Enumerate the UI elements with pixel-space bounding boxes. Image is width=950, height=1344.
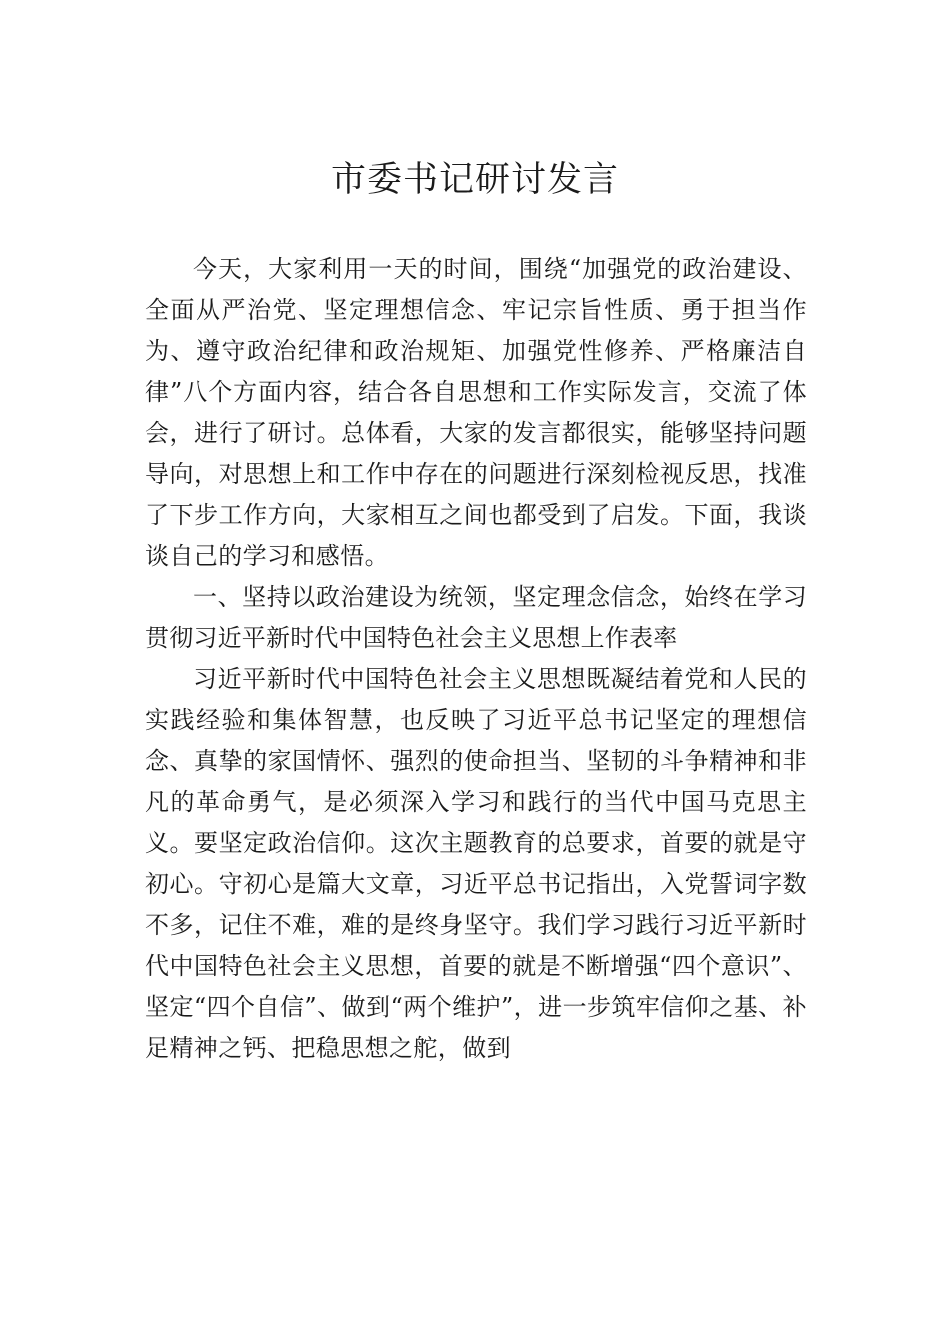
document-title: 市委书记研讨发言 — [330, 160, 619, 200]
intro-paragraph: 今天，大家利用一天的时间，围绕“加强党的政治建设、全面从严治党、坚定理想信念、牢记宗旨性质、勇于担当作为、遵守政治纪律和政治规矩、加强党性修养、严格廉洁自律”八个方面内容，结合各自思想和工作实际发言，交流了体会，进行了研讨。总体看，大家的发言都很实，能够坚持问题导向，对思想上和工作中存在的问题进行深刻检视反思，找准了下步工作方向，大家相互之间也都受到了启发。下面，我谈谈自己的学习和感悟。 — [145, 255, 807, 570]
section-heading-1: 一、坚持以政治建设为统领，坚定理念信念，始终在学习贯彻习近平新时代中国特色社会主义思想上作表率 — [145, 583, 807, 652]
section-1-paragraph: 习近平新时代中国特色社会主义思想既凝结着党和人民的实践经验和集体智慧，也反映了习近平总书记坚定的理想信念、真挚的家国情怀、强烈的使命担当、坚韧的斗争精神和非凡的革命勇气，是必须深入学习和践行的当代中国马克思主义。要坚定政治信仰。这次主题教育的总要求，首要的就是守初心。守初心是篇大文章，习近平总书记指出，入党誓词字数不多，记住不难，难的是终身坚守。我们学习践行习近平新时代中国特色社会主义思想，首要的就是不断增强“四个意识”、坚定“四个自信”、做到“两个维护”，进一步筑牢信仰之基、补足精神之钙、把稳思想之舵，做到 — [145, 665, 807, 1062]
document-body — [145, 249, 807, 1069]
